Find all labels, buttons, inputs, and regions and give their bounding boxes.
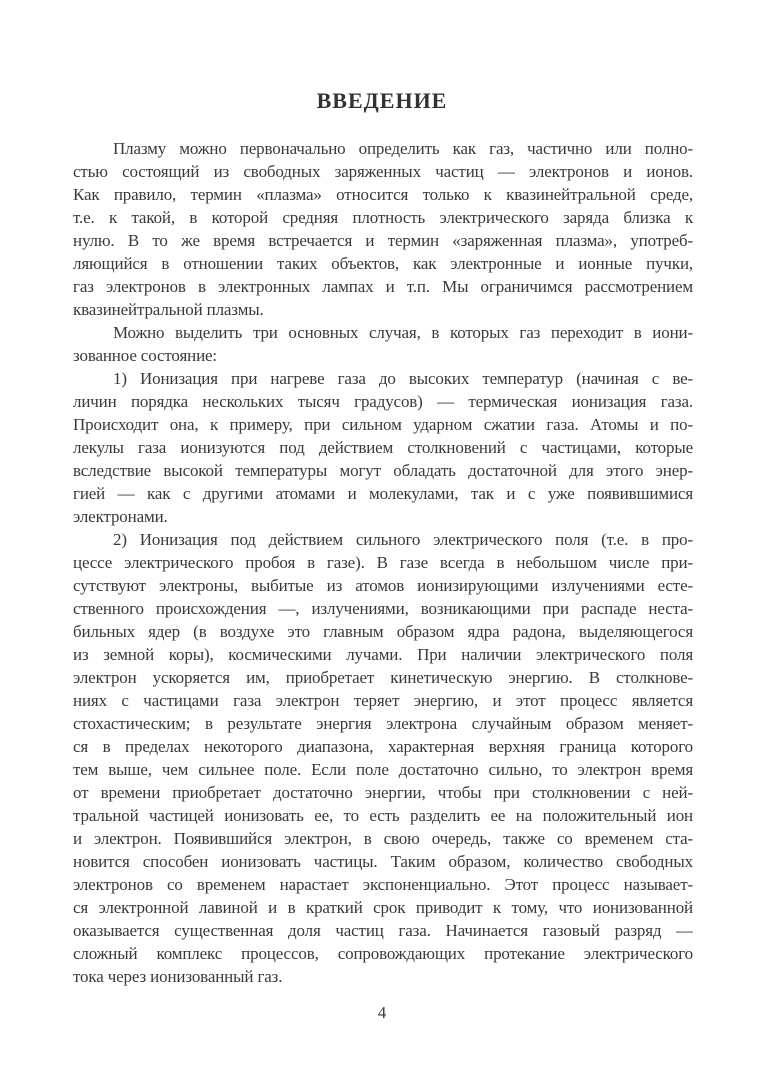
paragraph [73, 528, 693, 988]
text-line: зованное состояние: [73, 346, 217, 365]
text-line: 2) Ионизация под действием сильного электрического поля (т.е. в про- [113, 530, 693, 549]
paragraph [73, 321, 693, 367]
page-title: ВВЕДЕНИЕ [316, 88, 448, 113]
text-line: сутствуют электроны, выбитые из атомов ионизирующими излучениями есте- [73, 576, 693, 595]
text-line: тока через ионизованный газ. [73, 967, 283, 986]
text-line: Можно выделить три основных случая, в которых газ переходит в иони- [113, 323, 693, 342]
text-line: ственного происхождения —, излучениями, возникающими при распаде неста- [73, 599, 693, 618]
text-line: тем выше, чем сильнее поле. Если поле достаточно сильно, то электрон время [73, 760, 693, 779]
text-line: от времени приобретает достаточно энергии, чтобы при столкновении с ней- [73, 783, 693, 802]
text-line: стью состоящий из свободных заряженных частиц — электронов и ионов. [73, 162, 693, 181]
text-line: ляющийся в отношении таких объектов, как электронные и ионные пучки, [73, 254, 693, 273]
text-line: электронами. [73, 507, 168, 526]
text-line: Плазму можно первоначально определить как газ, частично или полно- [113, 139, 693, 158]
text-line: бильных ядер (в воздухе это главным образом ядра радона, выделяющегося [73, 622, 693, 641]
text-line: лекулы газа ионизуются под действием столкновений с частицами, которые [73, 438, 693, 457]
text-line: Как правило, термин «плазма» относится только к квазинейтральной среде, [73, 185, 693, 204]
text-line: ся в пределах некоторого диапазона, характерная верхняя граница которого [73, 737, 693, 756]
text-line: 1) Ионизация при нагреве газа до высоких температур (начиная с ве- [113, 369, 693, 388]
text-line: Происходит она, к примеру, при сильном ударном сжатии газа. Атомы и по- [73, 415, 693, 434]
text-line: тральной частицей ионизовать ее, то есть разделить ее на положительный ион [73, 806, 693, 825]
text-line: электронов со временем нарастает экспоненциально. Этот процесс называет- [73, 875, 693, 894]
text-line: нулю. В то же время встречается и термин «заряженная плазма», употреб- [73, 231, 693, 250]
text-line: сложный комплекс процессов, сопровождающих протекание электрического [73, 944, 693, 963]
text-line: т.е. к такой, в которой средняя плотность электрического заряда близка к [73, 208, 693, 227]
body-text [73, 137, 693, 988]
text-line: квазинейтральной плазмы. [73, 300, 264, 319]
page-number: 4 [377, 1003, 387, 1022]
text-line: оказывается существенная доля частиц газа. Начинается газовый разряд — [73, 921, 693, 940]
text-line: гией — как с другими атомами и молекулами, так и с уже появившимися [73, 484, 693, 503]
text-line: газ электронов в электронных лампах и т.п. Мы ограничимся рассмотрением [73, 277, 693, 296]
text-line: электрон ускоряется им, приобретает кинетическую энергию. В столкнове- [73, 668, 693, 687]
text-line: вследствие высокой температуры могут обладать достаточной для этого энер- [73, 461, 693, 480]
text-line: и электрон. Появившийся электрон, в свою очередь, также со временем ста- [73, 829, 693, 848]
text-line: ся электронной лавиной и в краткий срок приводит к тому, что ионизованной [73, 898, 693, 917]
text-line: новится способен ионизовать частицы. Таким образом, количество свободных [73, 852, 693, 871]
text-line: личин порядка нескольких тысяч градусов) — термическая ионизация газа. [73, 392, 693, 411]
paragraph [73, 367, 693, 528]
paragraph [73, 137, 693, 321]
text-line: ниях с частицами газа электрон теряет энергию, и этот процесс является [73, 691, 693, 710]
text-line: цессе электрического пробоя в газе). В газе всегда в небольшом числе при- [73, 553, 693, 572]
text-line: стохастическим; в результате энергия электрона случайным образом меняет- [73, 714, 693, 733]
text-line: из земной коры), космическими лучами. При наличии электрического поля [73, 645, 693, 664]
